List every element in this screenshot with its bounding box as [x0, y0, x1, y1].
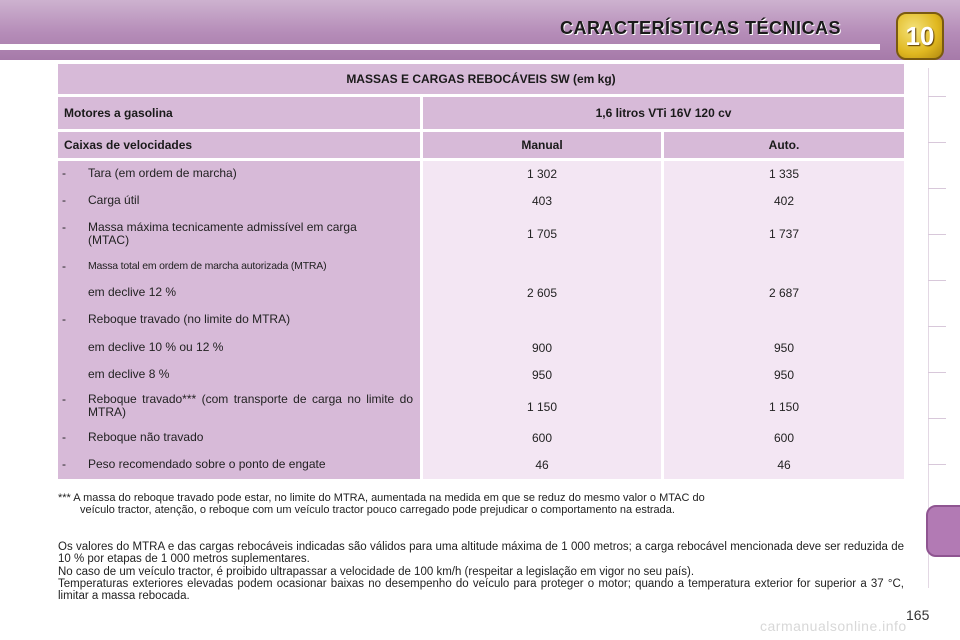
row-label: Reboque travado (no limite do MTRA)	[88, 312, 291, 326]
watermark: carmanualsonline.info	[760, 618, 907, 634]
page-title: CARACTERÍSTICAS TÉCNICAS	[560, 18, 842, 38]
row-dash: -	[62, 259, 66, 273]
section-tab[interactable]	[928, 326, 946, 327]
row-label: em declive 12 %	[88, 285, 177, 299]
row-label: em declive 8 %	[88, 367, 170, 381]
auto-value: 600	[773, 431, 795, 445]
manual-column	[423, 161, 661, 479]
auto-column	[664, 161, 904, 479]
engine-label: Motores a gasolina	[58, 97, 420, 129]
auto-value: 2 687	[768, 286, 800, 300]
row-dash: -	[62, 392, 66, 406]
section-tab[interactable]	[928, 464, 946, 465]
section-tab-active[interactable]	[926, 505, 960, 557]
row-label: Tara (em ordem de marcha)	[88, 166, 237, 180]
notes-paragraph	[58, 541, 904, 602]
engine-row	[58, 97, 904, 129]
gearbox-label: Caixas de velocidades	[58, 132, 420, 158]
section-tab[interactable]	[928, 142, 946, 143]
gearbox-row	[58, 132, 904, 158]
row-label: Reboque travado*** (com transporte de carga no limite do MTRA)	[88, 392, 413, 419]
column-auto: Auto.	[664, 132, 904, 158]
row-dash: -	[62, 166, 66, 180]
footnote	[58, 492, 904, 516]
manual-value: 900	[531, 341, 553, 355]
auto-value: 950	[773, 368, 795, 382]
note-speed: No caso de um veículo tractor, é proibido ultrapassar a velocidade de 100 km/h (respeitar a legislação em vigor no seu país).	[58, 565, 695, 578]
row-dash: -	[62, 193, 66, 207]
row-dash: -	[62, 312, 66, 326]
section-tab[interactable]	[928, 372, 946, 373]
auto-value: 1 737	[768, 227, 800, 241]
row-label: em declive 10 % ou 12 %	[88, 340, 224, 354]
table-body	[58, 161, 904, 479]
row-label: Massa total em ordem de marcha autorizada (MTRA)	[88, 260, 327, 272]
auto-value: 402	[773, 194, 795, 208]
mass-table	[58, 64, 904, 479]
row-dash: -	[62, 430, 66, 444]
manual-value: 46	[535, 458, 549, 472]
section-tab[interactable]	[928, 188, 946, 189]
auto-value: 1 335	[768, 167, 800, 181]
engine-value: 1,6 litros VTi 16V 120 cv	[423, 97, 904, 129]
page-number: 165	[906, 607, 930, 623]
labels-column	[58, 161, 420, 479]
row-label: Carga útil	[88, 193, 140, 207]
manual-value: 1 705	[526, 227, 558, 241]
row-dash: -	[62, 457, 66, 471]
section-tab[interactable]	[928, 96, 946, 97]
row-label: Peso recomendado sobre o ponto de engate	[88, 457, 326, 471]
note-altitude: Os valores do MTRA e das cargas rebocáveis indicadas são válidos para uma altitude máxima de 1 000 metros; a carga rebocável mencionada deve ser reduzida de 10 % por etapas de 1 000 metros suplementares.	[58, 541, 904, 566]
manual-value: 950	[531, 368, 553, 382]
column-manual: Manual	[423, 132, 661, 158]
footnote-line: *** A massa do reboque travado pode estar, no limite do MTRA, aumentada na medida em que se reduz do mesmo valor o MTAC do	[58, 492, 705, 504]
row-label: Massa máxima tecnicamente admissível em carga (MTAC)	[88, 220, 357, 247]
header-divider	[0, 44, 880, 50]
section-tab[interactable]	[928, 418, 946, 419]
note-temperature: Temperaturas exteriores elevadas podem ocasionar baixas no desempenho do veículo para proteger o motor; quando a temperatura exterior for superior a 37 °C, limitar a massa rebocada.	[58, 577, 904, 603]
chapter-badge: 10	[896, 12, 944, 60]
table-title: MASSAS E CARGAS REBOCÁVEIS SW (em kg)	[58, 64, 904, 94]
auto-value: 46	[777, 458, 791, 472]
row-label: Reboque não travado	[88, 430, 204, 444]
manual-value: 403	[531, 194, 553, 208]
auto-value: 1 150	[768, 400, 800, 414]
row-dash: -	[62, 220, 66, 234]
manual-value: 1 150	[526, 400, 558, 414]
footnote-line: veículo tractor, atenção, o reboque com um veículo tractor pouco carregado pode prejudicar o comportamento na estrada.	[80, 504, 675, 516]
section-tab[interactable]	[928, 234, 946, 235]
manual-value: 1 302	[526, 167, 558, 181]
manual-value: 600	[531, 431, 553, 445]
manual-value: 2 605	[526, 286, 558, 300]
auto-value: 950	[773, 341, 795, 355]
section-tab[interactable]	[928, 280, 946, 281]
